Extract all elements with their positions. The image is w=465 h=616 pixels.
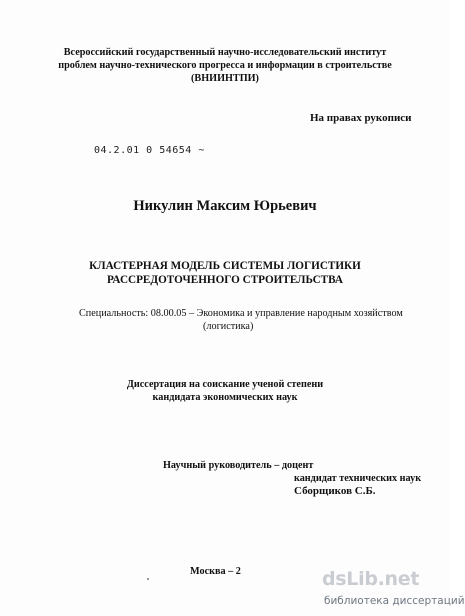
title-line-1: КЛАСТЕРНАЯ МОДЕЛЬ СИСТЕМЫ ЛОГИСТИКИ — [89, 260, 361, 272]
degree-block — [40, 378, 410, 404]
degree-line-2: кандидата экономических наук — [152, 392, 298, 403]
title-line-2: РАССРЕДОТОЧЕННОГО СТРОИТЕЛЬСТВА — [107, 274, 343, 286]
watermark-brand: dsLib.net — [322, 568, 420, 590]
supervisor-role: Научный руководитель – доцент — [163, 460, 314, 471]
dslib-watermark — [322, 568, 465, 614]
registration-stamp: 04.2.01 0 54654 ~ — [94, 145, 205, 156]
institution-block — [40, 46, 410, 85]
rights-note: На правах рукописи — [310, 112, 412, 124]
supervisor-name: Сборщиков С.Б. — [294, 485, 376, 497]
author-name: Никулин Максим Юрьевич — [133, 198, 317, 214]
scan-speck — [147, 578, 149, 580]
specialty-subline: (логистика) — [203, 321, 254, 332]
institution-line-1: Всероссийский государственный научно-исследовательский институт — [63, 47, 387, 58]
degree-line-1: Диссертация на соискание ученой степени — [126, 379, 324, 390]
city-year: Москва – 2 — [190, 566, 241, 577]
specialty-line: Специальность: 08.00.05 – Экономика и управление народным хозяйством — [79, 308, 403, 319]
supervisor-degree: кандидат технических наук — [294, 473, 422, 484]
watermark-subtitle: библиотека диссертаций — [324, 595, 465, 607]
institution-line-3: (ВНИИНТПИ) — [191, 73, 259, 84]
institution-line-2: проблем научно-технического прогресса и информации в строительстве — [58, 60, 392, 71]
dissertation-title — [40, 259, 410, 287]
